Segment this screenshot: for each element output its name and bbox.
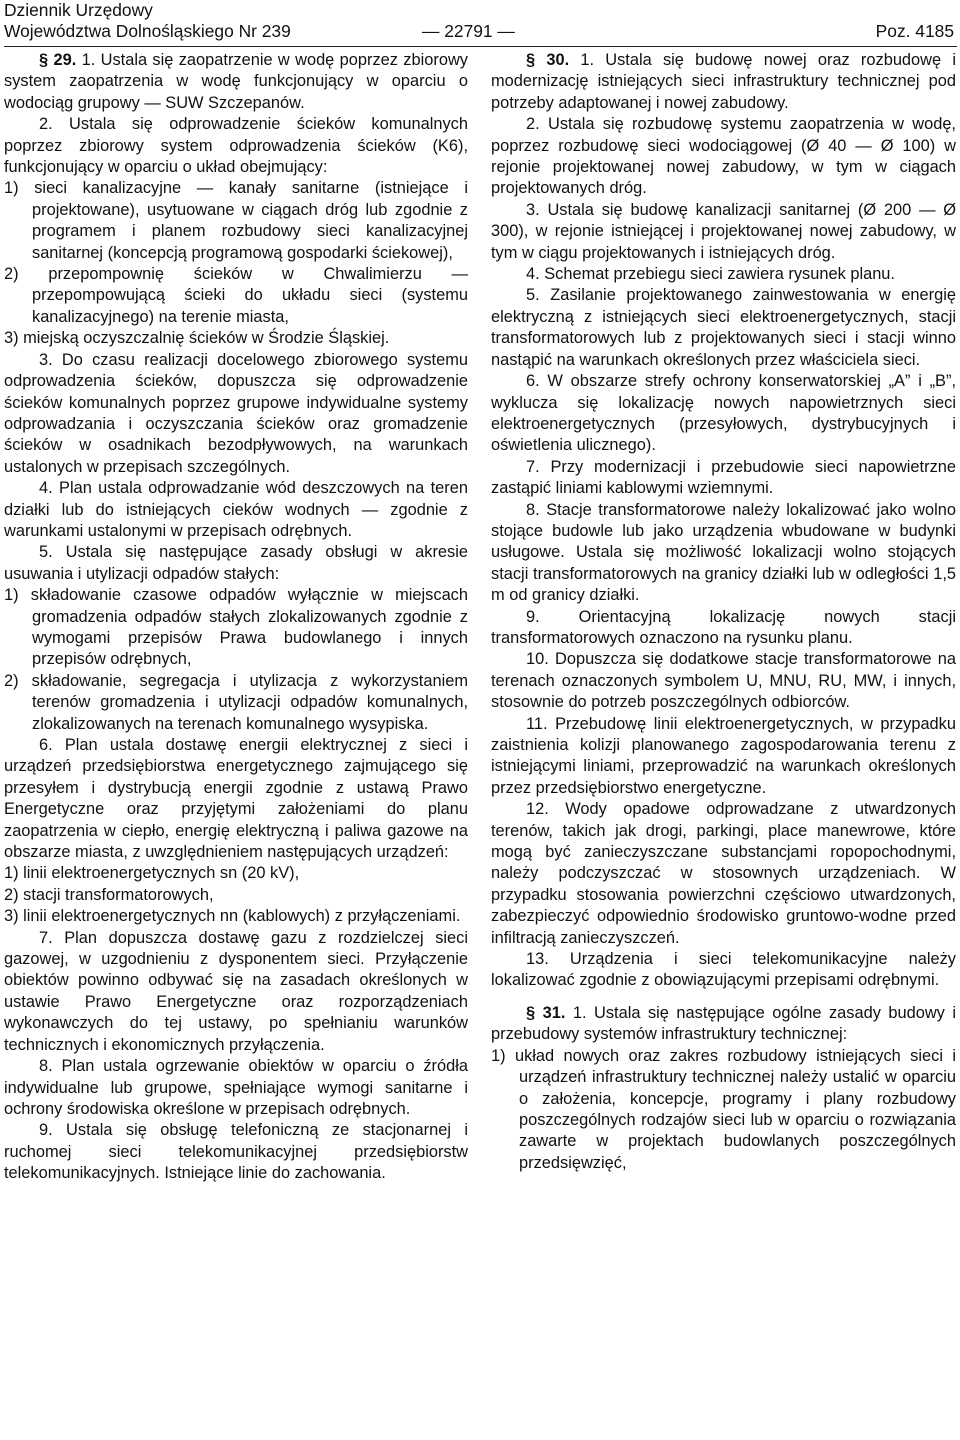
section-mark: § 31. [526, 1003, 566, 1022]
list-item: 2) przepompownię ścieków w Chwalimierzu — przepompowującą ścieki do układu sieci (systemu kanalizacyjnego) na terenie miasta, [4, 265, 468, 326]
page-number: — 22791 — [422, 21, 515, 41]
journal-issue: Województwa Dolnośląskiego Nr 239 [4, 21, 291, 41]
left-column [4, 50, 468, 1185]
paragraph-30-8: 8. Stacje transformatorowe należy lokalizować jako wolno stojące budowle lub jako urządzenia wbudowane w budynki usługowe. Ustala się możliwość lokalizacji wolno stojących stacji transformatorowych na granicy działki lub w odległości 1,5 m od granicy działki. [491, 500, 956, 605]
list-item: 2) stacji transformatorowych, [4, 885, 214, 904]
list-item: 3) linii elektroenergetycznych nn (kablowych) z przyłączeniami. [4, 907, 461, 926]
paragraph-30-9: 9. Orientacyjną lokalizację nowych stacji transformatorowych oznaczono na rysunku planu. [491, 607, 956, 647]
list-item: 1) sieci kanalizacyjne — kanały sanitarne (istniejące i projektowane), usytuowane w ciągach dróg lub zgodnie z programem i planem rozbudowy sieci kanalizacyjnej sanitarnej (koncepcją programową gospodarki ściekowej), [4, 179, 468, 262]
list-item: 1) linii elektroenergetycznych sn (20 kV), [4, 864, 300, 883]
paragraph-30-11: 11. Przebudowę linii elektroenergetycznych, w przypadku zaistnienia kolizji planowanego zagospodarowania terenu z istniejącymi liniami, przeprowadzić na warunkach określonych przez przedsiębiorstwo energetyczne. [491, 714, 956, 797]
paragraph-29-3: 3. Do czasu realizacji docelowego zbiorowego systemu odprowadzenia ścieków, dopuszcza się odprowadzenie ścieków komunalnych poprzez grupowe indywidualne systemy odprowadzania i oczyszczania ścieków oraz gromadzenie ścieków w osadnikach bezodpływowych, na warunkach ustalonych w przepisach szczególnych. [4, 350, 468, 476]
paragraph-29-1 [4, 50, 468, 114]
paragraph-30-4: 4. Schemat przebiegu sieci zawiera rysunek planu. [526, 265, 895, 284]
journal-title: Dziennik Urzędowy [4, 0, 153, 20]
paragraph-30-7: 7. Przy modernizacji i przebudowie sieci napowietrzne zastąpić liniami kablowymi wziemnymi. [491, 457, 956, 498]
paragraph-text: 1. Ustala się następujące ogólne zasady budowy i przebudowy systemów infrastruktury technicznej: [491, 1003, 956, 1044]
page-header [4, 0, 956, 46]
paragraph-29-2: 2. Ustala się odprowadzenie ścieków komunalnych poprzez zbiorowy system odprowadzenia ścieków (K6), funkcjonujący w oparciu o układ obejmujący: [4, 115, 468, 177]
paragraph-31-1 [491, 1003, 956, 1046]
paragraph-29-6: 6. Plan ustala dostawę energii elektrycznej z sieci i urządzeń przedsiębiorstwa energetycznego zajmującego się przesyłem i dystrybucją energii zgodnie z ustawą Prawo Energetyczne oraz przyjętymi założeniami do planu zaopatrzenia w ciepło, energię elektryczną i paliwa gazowe na obszarze miasta, z uwzględnieniem następujących urządzeń: [4, 736, 468, 862]
position-number: Poz. 4185 [875, 21, 954, 41]
right-column [491, 50, 956, 1174]
list-item: 1) składowanie czasowe odpadów wyłącznie w miejscach gromadzenia odpadów stałych zlokalizowanych zgodnie z wymogami przepisów Prawa budowlanego i innych przepisów odrębnych, [4, 586, 468, 669]
list-item: 1) układ nowych oraz zakres rozbudowy istniejących sieci i urządzeń infrastruktury technicznej należy ustalić w oparciu o założenia, koncepcje, programy i plany rozbudowy poszczególnych rodzajów sieci lub w oparciu o rozwiązania zawarte w projektach budowlanych poszczególnych przedsięwzięć, [491, 1046, 956, 1172]
section-mark: § 29. [39, 51, 77, 69]
paragraph-30-3: 3. Ustala się budowę kanalizacji sanitarnej (Ø 200 — Ø 300), w rejonie istniejącej i projektowanej nowej zabudowy, w tym w ciągu projektowanych i istniejących dróg. [491, 200, 956, 262]
paragraph-29-4: 4. Plan ustala odprowadzanie wód deszczowych na teren działki lub do istniejących cieków wodnych — zgodnie z warunkami ustalonymi w przepisach odrębnych. [4, 479, 468, 540]
paragraph-30-6: 6. W obszarze strefy ochrony konserwatorskiej „A” i „B”, wyklucza się lokalizację nowych napowietrznych sieci elektroenergetycznych (przesyłowych, dystrybucyjnych i oświetlenia ulicznego). [491, 372, 956, 455]
paragraph-30-1 [491, 50, 956, 114]
paragraph-text: 1. Ustala się budowę nowej oraz rozbudowę i modernizację istniejących sieci infrastruktury technicznej pod potrzeby adaptowanej i nowej zabudowy. [491, 51, 956, 112]
header-rule [4, 46, 957, 47]
paragraph-29-9: 9. Ustala się obsługę telefoniczną ze stacjonarnej i ruchomej sieci telekomunikacyjnej przedsiębiorstw telekomunikacyjnych. Istniejące linie do zachowania. [4, 1121, 468, 1183]
paragraph-30-2: 2. Ustala się rozbudowę systemu zaopatrzenia w wodę, poprzez rozbudowę sieci wodociągowej (Ø 40 — Ø 100) w rejonie projektowanej nowej zabudowy, w tym w ciągach projektowanych dróg. [491, 115, 956, 198]
section-mark: § 30. [526, 51, 570, 69]
paragraph-29-5: 5. Ustala się następujące zasady obsługi w akresie usuwania i utylizacji odpadów stałych: [4, 543, 468, 583]
paragraph-30-5: 5. Zasilanie projektowanego zainwestowania w energię elektryczną z istniejących sieci elektroenergetycznych, stacji transformatorowych lub z projektowanych sieci i stacji winno nastąpić na warunkach określonych przez właściciela sieci. [491, 286, 956, 369]
paragraph-30-12: 12. Wody opadowe odprowadzane z utwardzonych terenów, takich jak drogi, parkingi, place manewrowe, które mogą być zanieczyszczane substancjami ropopochodnymi, należy podczyszczać w stosownych urządzeniach. W przypadku stosowania powierzchni częściowo utwardzonych, zabezpieczyć odpowiednio środowisko gruntowo-wodne przed infiltracją zanieczyszczeń. [491, 800, 956, 947]
paragraph-30-13: 13. Urządzenia i sieci telekomunikacyjne należy lokalizować zgodnie z obowiązującymi przepisami odrębnymi. [491, 950, 956, 990]
list-item: 3) miejską oczyszczalnię ścieków w Środzie Śląskiej. [4, 329, 390, 348]
paragraph-30-10: 10. Dopuszcza się dodatkowe stacje transformatorowe na terenach oznaczonych symbolem U, MNU, RU, MW, i innych, stosownie do potrzeb poszczególnych odbiorców. [491, 650, 956, 712]
paragraph-29-7: 7. Plan dopuszcza dostawę gazu z rozdzielczej sieci gazowej, w uzgodnieniu z dysponentem sieci. Przyłączenie obiektów powinno odbywać się na zasadach określonych w ustawie Prawo Energetyczne oraz rozporządzeniach wykonawczych do tej ustawy, po spełnianiu warunków technicznych i ekonomicznych przyłączenia. [4, 928, 468, 1054]
list-item: 2) składowanie, segregacja i utylizacja z wykorzystaniem terenów gromadzenia i utylizacji odpadów komunalnych, zlokalizowanych na terenach komunalnego wysypiska. [4, 671, 468, 733]
paragraph-29-8: 8. Plan ustala ogrzewanie obiektów w oparciu o źródła indywidualne lub grupowe, spełniające wymogi sanitarne i ochrony środowiska określone w przepisach odrębnych. [4, 1057, 468, 1118]
paragraph-text: 1. Ustala się zaopatrzenie w wodę poprzez zbiorowy system zaopatrzenia w wodę funkcjonujący w oparciu o wodociąg grupowy — SUW Szczepanów. [4, 51, 468, 112]
